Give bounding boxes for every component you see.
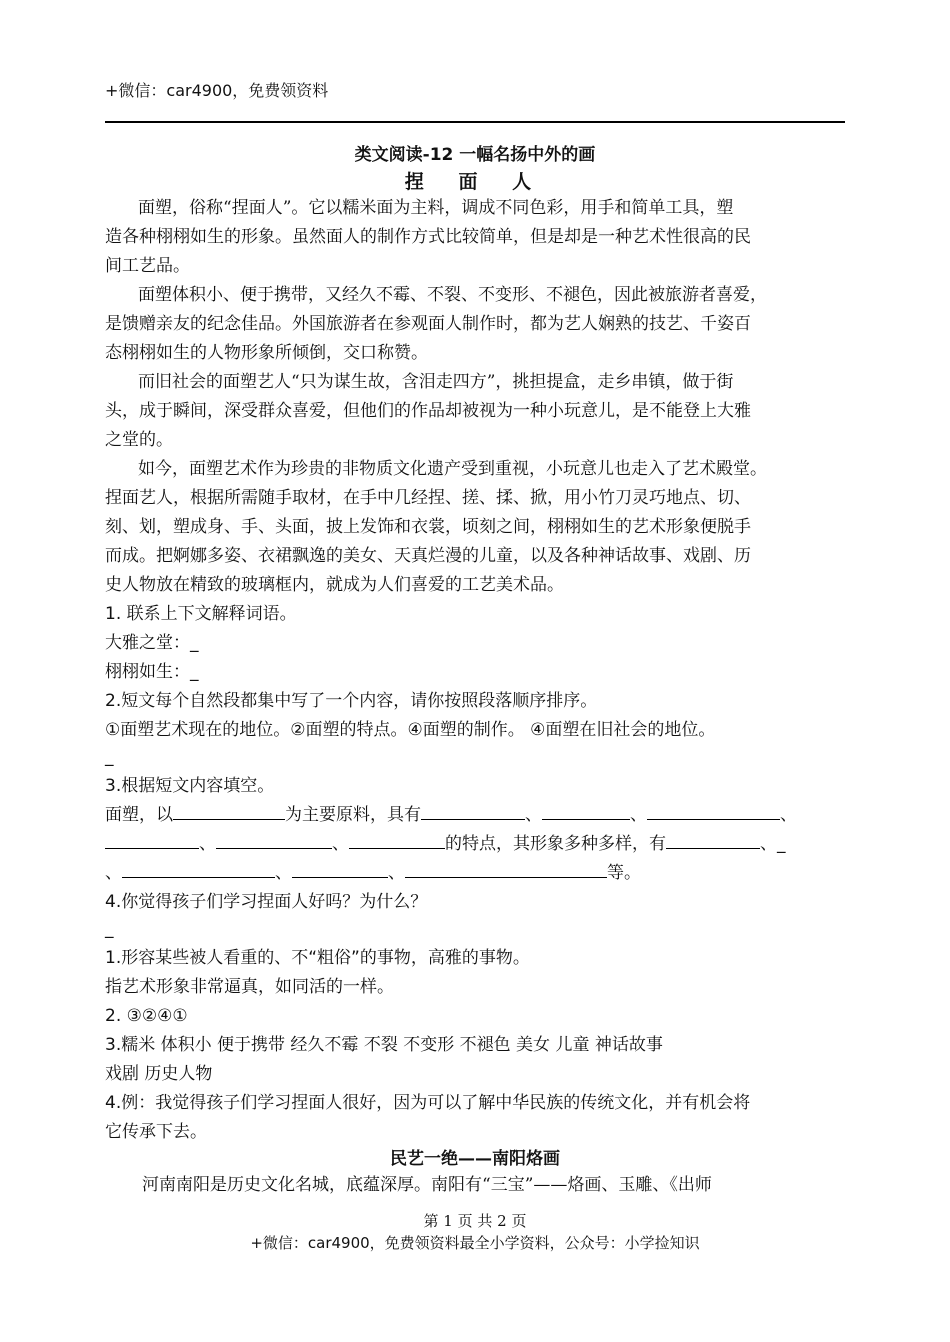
next-section-title: 民艺一绝——南阳烙画 <box>390 1149 560 1169</box>
question-3: 3.根据短文内容填空。 <box>105 776 275 796</box>
question-3-line-2 <box>105 830 850 859</box>
header-note: +微信：car4900，免费领资料 <box>105 81 329 100</box>
header-rule <box>105 121 845 123</box>
footer-note: +微信：car4900，免费领资料最全小学资料，公众号：小学捡知识 <box>250 1234 700 1252</box>
fill-blank[interactable] <box>349 830 445 849</box>
fill-blank[interactable] <box>405 859 607 878</box>
question-2-options: ①面塑艺术现在的地位。②面塑的特点。④面塑的制作。 ④面塑在旧社会的地位。 <box>105 720 716 740</box>
fill-blank[interactable] <box>105 830 199 849</box>
fill-text: 、 <box>332 834 349 854</box>
fill-blank[interactable] <box>666 830 760 849</box>
question-3-line-1 <box>105 801 850 830</box>
fill-text: 、 <box>630 805 647 825</box>
question-1a: 大雅之堂：_ <box>105 633 199 653</box>
fill-text: 为主要原料，具有 <box>285 805 421 825</box>
passage-line: 头，成于瞬间，深受群众喜爱，但他们的作品却被视为一种小玩意儿，是不能登上大雅 <box>105 401 751 421</box>
question-4-blank: _ <box>105 919 114 939</box>
fill-blank[interactable] <box>421 801 525 820</box>
passage-line: 态栩栩如生的人物形象所倾倒，交口称赞。 <box>105 343 428 363</box>
passage-line: 史人物放在精致的玻璃框内，就成为人们喜爱的工艺美术品。 <box>105 575 564 595</box>
fill-text: 、 <box>780 805 797 825</box>
fill-blank[interactable] <box>647 801 780 820</box>
next-section-text: 河南南阳是历史文化名城，底蕴深厚。南阳有“三宝”——烙画、玉雕、《出师 <box>142 1175 712 1195</box>
question-4: 4.你觉得孩子们学习捏面人好吗？为什么？ <box>105 892 428 912</box>
passage-line: 如今，面塑艺术作为珍贵的非物质文化遗产受到重视，小玩意儿也走入了艺术殿堂。 <box>138 459 767 479</box>
passage-line: 而旧社会的面塑艺人“只为谋生故，含泪走四方”，挑担提盒，走乡串镇，做于街 <box>138 372 734 392</box>
fill-text: 、 <box>388 863 405 883</box>
question-2: 2.短文每个自然段都集中写了一个内容，请你按照段落顺序排序。 <box>105 691 598 711</box>
fill-blank[interactable] <box>292 859 388 878</box>
fill-text: 、 <box>525 805 542 825</box>
passage-line: 而成。把婀娜多姿、衣裙飘逸的美女、天真烂漫的儿童，以及各种神话故事、戏剧、历 <box>105 546 751 566</box>
fill-blank[interactable] <box>122 859 275 878</box>
fill-text: 、 <box>275 863 292 883</box>
answer-line: 戏剧 历史人物 <box>105 1064 213 1084</box>
question-2-blank: _ <box>105 747 114 767</box>
passage-line: 面塑，俗称“捏面人”。它以糯米面为主料，调成不同色彩，用手和简单工具，塑 <box>138 198 734 218</box>
fill-text: 等。 <box>607 863 641 883</box>
passage-line: 面塑体积小、便于携带，又经久不霉、不裂、不变形、不褪色，因此被旅游者喜爱， <box>138 285 767 305</box>
fill-text: 、 <box>199 834 216 854</box>
answer-line: 它传承下去。 <box>105 1122 207 1142</box>
question-3-line-3 <box>105 859 850 888</box>
answer-line: 指艺术形象非常逼真，如同活的一样。 <box>105 977 394 997</box>
fill-blank[interactable] <box>216 830 332 849</box>
answer-line: 4.例：我觉得孩子们学习捏面人很好，因为可以了解中华民族的传统文化，并有机会将 <box>105 1093 751 1113</box>
passage-line: 捏面艺人，根据所需随手取材，在手中几经捏、搓、揉、掀，用小竹刀灵巧地点、切、 <box>105 488 751 508</box>
passage-line: 造各种栩栩如生的形象。虽然面人的制作方式比较简单，但是却是一种艺术性很高的民 <box>105 227 751 247</box>
passage-title: 捏 面 人 <box>404 171 546 193</box>
passage-line: 刻、划，塑成身、手、头面，披上发饰和衣裳，顷刻之间，栩栩如生的艺术形象便脱手 <box>105 517 751 537</box>
document-title: 类文阅读-12 一幅名扬中外的画 <box>354 145 596 165</box>
fill-blank[interactable] <box>542 801 630 820</box>
passage-line: 之堂的。 <box>105 430 173 450</box>
fill-text: 、 <box>105 863 122 883</box>
question-1b: 栩栩如生：_ <box>105 662 199 682</box>
passage-line: 是馈赠亲友的纪念佳品。外国旅游者在参观面人制作时，都为艺人娴熟的技艺、千姿百 <box>105 314 751 334</box>
question-1: 1. 联系上下文解释词语。 <box>105 604 297 624</box>
fill-blank[interactable] <box>173 801 285 820</box>
passage-line: 间工艺品。 <box>105 256 190 276</box>
answer-line: 2. ③②④① <box>105 1006 188 1026</box>
fill-text: 、_ <box>760 834 786 854</box>
page-number: 第 1 页 共 2 页 <box>423 1212 527 1230</box>
answer-line: 1.形容某些被人看重的、不“粗俗”的事物，高雅的事物。 <box>105 948 530 968</box>
fill-text: 的特点，其形象多种多样，有 <box>445 834 666 854</box>
fill-text: 面塑，以 <box>105 805 173 825</box>
answer-line: 3.糯米 体积小 便于携带 经久不霉 不裂 不变形 不褪色 美女 儿童 神话故事 <box>105 1035 663 1055</box>
